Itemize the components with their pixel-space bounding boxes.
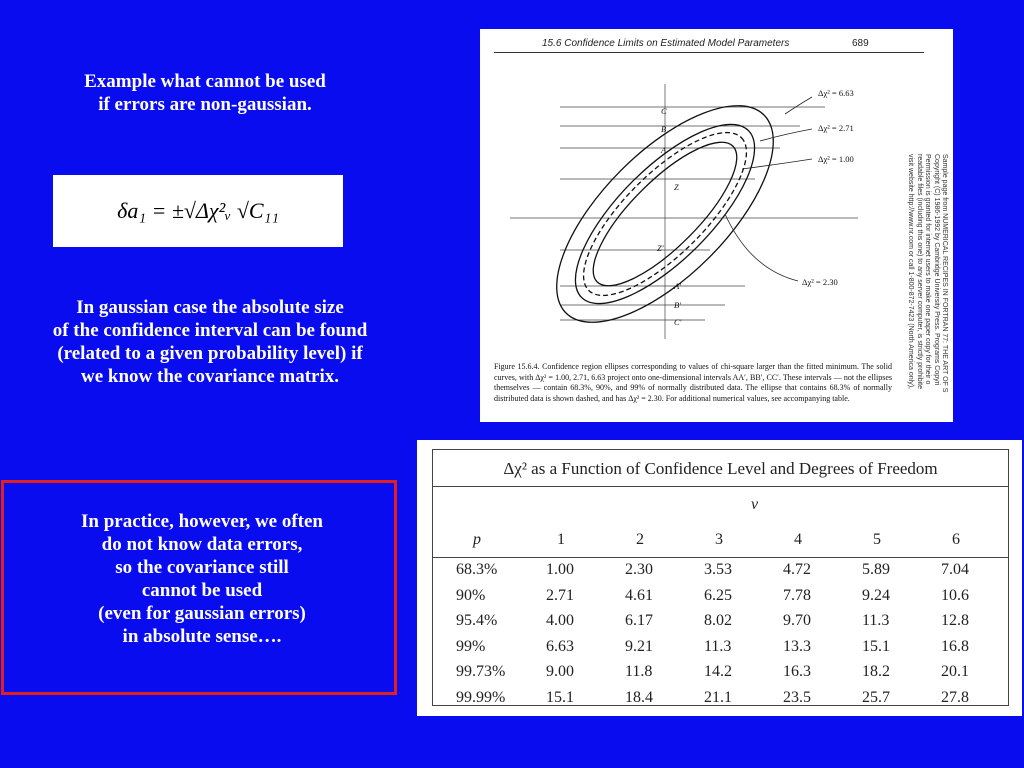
chi-square-table (432, 449, 1009, 706)
letter-c-prime: C′ (674, 317, 682, 327)
value-cell: 18.2 (862, 663, 890, 680)
p-header: p (473, 531, 481, 548)
letter-a-prime: A′ (674, 281, 682, 291)
title-line: Example what cannot be used (84, 71, 326, 92)
value-cell: 7.04 (941, 561, 969, 578)
gaussian-explanation (10, 296, 410, 388)
table-title: Δχ² as a Function of Confidence Level and Degrees of Freedom (433, 450, 1008, 487)
value-cell: 6.63 (546, 637, 574, 655)
side-note-line: Permission is granted for internet users to make one paper copy for their o (924, 154, 932, 385)
column-header: 4 (794, 531, 802, 548)
practice-callout-box (1, 480, 397, 695)
value-cell: 18.4 (625, 688, 653, 706)
value-cell: 4.00 (546, 612, 574, 629)
ellipse-labels (802, 88, 854, 287)
value-cell: 10.6 (941, 586, 969, 604)
column-header: 3 (715, 531, 723, 548)
column-header: 1 (557, 531, 565, 548)
formula-text: δa₁ = ±√Δχ²ᵥ √C₁₁ (117, 198, 279, 223)
side-note-line: visit website http://www.nr.com or call 1-800-872-7423 (North America only), (907, 154, 915, 389)
value-cell: 9.21 (625, 637, 653, 655)
letter-a: A (661, 145, 667, 155)
probability-cell: 99% (456, 637, 486, 655)
probability-cell: 90% (456, 586, 486, 604)
practice-line: In practice, however, we often (80, 511, 324, 532)
confidence-ellipse-figure (480, 29, 953, 422)
value-cell: 4.61 (625, 586, 653, 604)
page-header-title: 15.6 Confidence Limits on Estimated Model Parameters (542, 38, 790, 49)
slide-title (20, 70, 390, 116)
value-cell: 20.1 (941, 663, 969, 680)
letter-z-prime: Z′ (657, 243, 664, 253)
letter-b: B (661, 124, 667, 134)
label-6-63: Δχ² = 6.63 (818, 88, 854, 98)
column-header: 6 (952, 531, 960, 548)
gaussian-line: (related to a given probability level) if (57, 343, 363, 364)
value-cell: 25.7 (862, 688, 890, 706)
probability-cell: 99.73% (456, 663, 506, 680)
letter-z: Z (674, 182, 679, 192)
value-cell: 7.78 (783, 586, 811, 604)
value-cell: 5.89 (862, 561, 890, 578)
value-cell: 16.3 (783, 663, 811, 680)
column-header: 2 (636, 531, 644, 548)
value-cell: 21.1 (704, 688, 732, 706)
probability-cell: 99.99% (456, 688, 506, 706)
value-cell: 4.72 (783, 561, 811, 578)
chi-square-table-panel (417, 440, 1022, 716)
practice-line: so the covariance still (115, 557, 289, 578)
ellipse-diagram (480, 29, 953, 359)
interval-letters (657, 106, 682, 327)
formula-image (53, 175, 343, 247)
value-cell: 2.30 (625, 561, 653, 578)
nu-header: ν (751, 496, 759, 513)
label-2-71: Δχ² = 2.71 (818, 123, 854, 133)
side-note-line: Copyright (C) 1986-1992 by Cambridge University Press. Programs Copyri (932, 154, 940, 386)
value-cell: 15.1 (862, 637, 890, 655)
value-cell: 6.17 (625, 612, 653, 629)
value-cell: 14.2 (704, 663, 732, 680)
gaussian-line: we know the covariance matrix. (80, 366, 340, 387)
value-cell: 27.8 (941, 688, 969, 706)
value-cell: 13.3 (783, 637, 811, 655)
value-cell: 1.00 (546, 561, 574, 578)
label-2-30: Δχ² = 2.30 (802, 277, 838, 287)
practice-line: in absolute sense…. (122, 626, 282, 647)
side-note-line: Sample page from NUMERICAL RECIPES IN FORTRAN 77: THE ART OF S (941, 154, 948, 393)
value-cell: 11.3 (704, 637, 732, 655)
practice-line: do not know data errors, (101, 534, 303, 555)
letter-b-prime: B′ (674, 300, 682, 310)
practice-line: (even for gaussian errors) (98, 603, 306, 624)
letter-c: C (661, 106, 667, 116)
value-cell: 23.5 (783, 688, 811, 706)
value-cell: 2.71 (546, 586, 574, 604)
side-note-line: readable files (including this one) to any server computer, is strictly prohibite (915, 154, 923, 389)
practice-line: cannot be used (141, 580, 263, 601)
probability-cell: 95.4% (456, 612, 498, 629)
value-cell: 9.70 (783, 612, 811, 629)
gaussian-line: In gaussian case the absolute size (76, 297, 344, 318)
value-cell: 11.8 (625, 663, 653, 680)
value-cell: 6.25 (704, 586, 732, 604)
value-cell: 8.02 (704, 612, 732, 629)
probability-cell: 68.3% (456, 561, 498, 578)
value-cell: 9.00 (546, 663, 574, 680)
value-cell: 16.8 (941, 637, 969, 655)
title-line: if errors are non-gaussian. (98, 94, 312, 115)
figure-caption: Figure 15.6.4. Confidence region ellipses corresponding to values of chi-square larger than the fitted minimum. The solid curves, with Δχ² = 1.00, 2.71, 6.63 project onto one-dimensional intervals AA′, BB′, CC′. These intervals — not the ellipses themselves — contain 68.3%, 90%, and 99% of normally distributed data. The ellipse that contains 68.3% of normally distributed data is shown dashed, and has Δχ² = 2.30. For additional numerical values, see accompanying table. (494, 362, 892, 403)
value-cell: 12.8 (941, 612, 969, 629)
copyright-side-note (906, 154, 948, 414)
value-cell: 11.3 (862, 612, 890, 629)
practice-text (4, 510, 400, 648)
value-cell: 9.24 (862, 586, 890, 604)
value-cell: 3.53 (704, 561, 732, 578)
column-header: 5 (873, 531, 881, 548)
page-number: 689 (852, 38, 869, 49)
label-1-00: Δχ² = 1.00 (818, 154, 854, 164)
value-cell: 15.1 (546, 688, 574, 706)
header-rule (433, 557, 1008, 558)
gaussian-line: of the confidence interval can be found (52, 320, 368, 341)
